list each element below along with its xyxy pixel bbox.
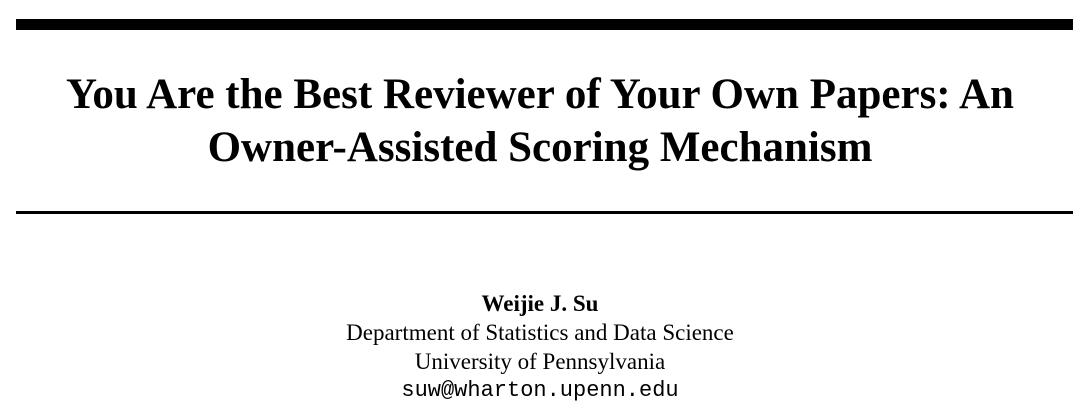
top-rule [16,19,1073,30]
author-university: University of Pennsylvania [414,349,666,374]
paper-title [0,68,1080,174]
paper-title-line1: You Are the Best Reviewer of Your Own Papers: An [66,71,1014,118]
author-block [0,289,1080,405]
author-name: Weijie J. Su [481,291,599,316]
paper-title-line2: Owner-Assisted Scoring Mechanism [207,124,873,171]
author-department: Department of Statistics and Data Science [346,320,734,345]
title-separator-rule [16,211,1073,214]
author-email: suw@wharton.upenn.edu [401,378,679,403]
